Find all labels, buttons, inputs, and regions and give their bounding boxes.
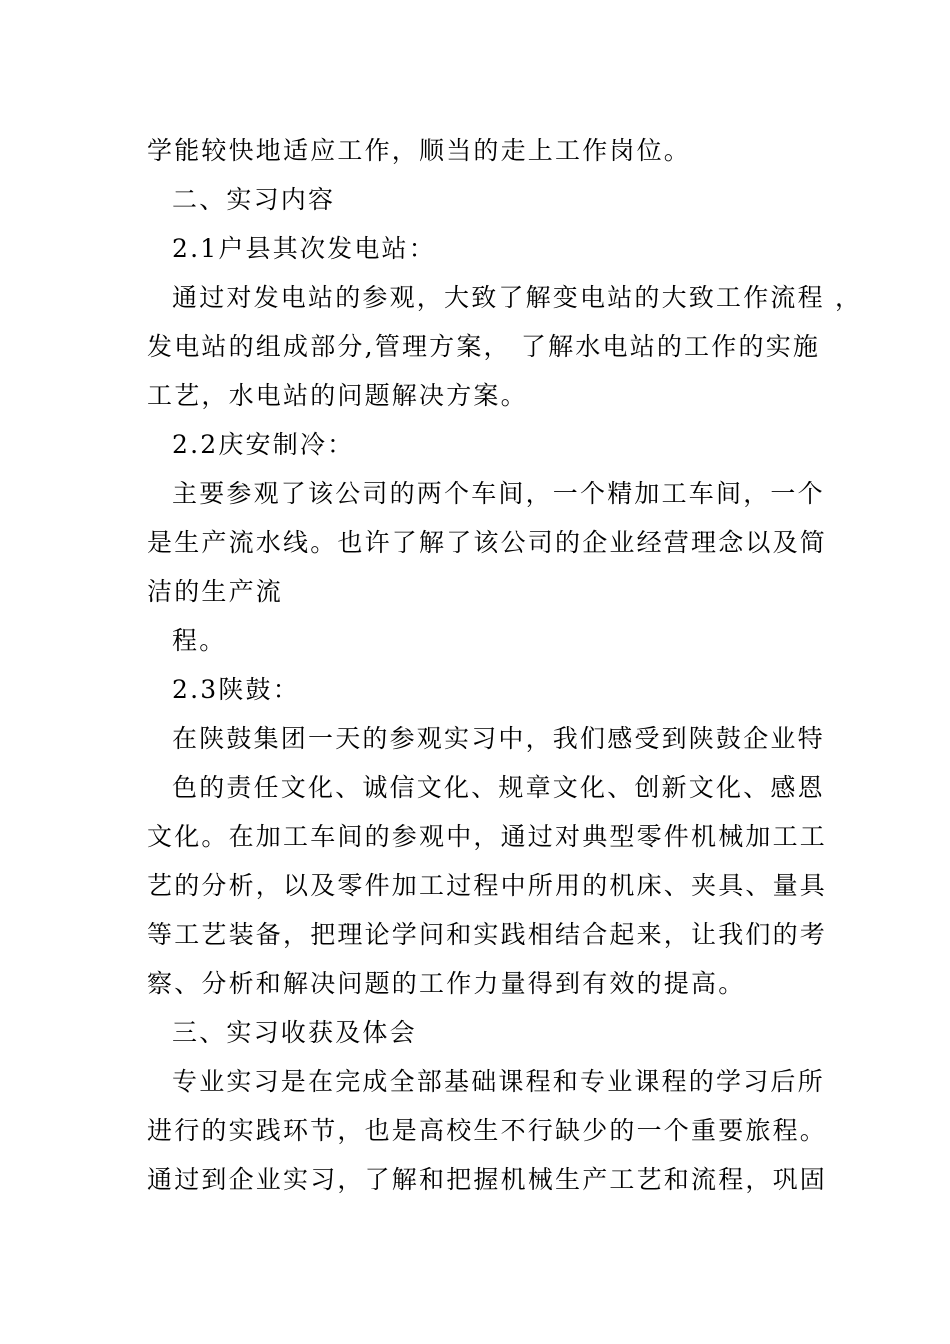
text-line: 专业实习是在完成全部基础课程和专业课程的学习后所	[172, 1067, 825, 1096]
text-line: 通过对发电站的参观，大致了解变电站的大致工作流程 ，	[172, 283, 863, 312]
text-line: 工艺，水电站的问题解决方案。	[147, 381, 528, 410]
text-line: 洁的生产流	[147, 577, 284, 606]
text-line: 等工艺装备，把理论学问和实践相结合起来，让我们的考	[147, 920, 828, 949]
text-line: 在陕鼓集团一天的参观实习中，我们感受到陕鼓企业特	[172, 724, 825, 753]
subsection-heading-qingan: 2.2庆安制冷：	[172, 430, 355, 459]
text-line: 是生产流水线。也许了解了该公司的企业经营理念以及简	[147, 528, 828, 557]
text-line: 发电站的组成部分,管理方案， 了解水电站的工作的实施	[147, 332, 821, 361]
text-line: 色的责任文化、诚信文化、规章文化、创新文化、感恩	[172, 773, 825, 802]
text-line: 主要参观了该公司的两个车间，一个精加工车间，一个	[172, 479, 825, 508]
text-line: 艺的分析，以及零件加工过程中所用的机床、夹具、量具	[147, 871, 828, 900]
text-line: 进行的实践环节，也是高校生不行缺少的一个重要旅程。	[147, 1116, 828, 1145]
document-body	[147, 126, 863, 1204]
text-line: 程。	[172, 626, 227, 655]
subsection-heading-huxian: 2.1户县其次发电站：	[172, 234, 436, 263]
section-heading-gains: 三、实习收获及体会	[172, 1018, 417, 1047]
text-line: 察、分析和解决问题的工作力量得到有效的提高。	[147, 969, 746, 998]
section-heading-content: 二、实习内容	[172, 185, 336, 214]
text-line: 文化。在加工车间的参观中，通过对典型零件机械加工工	[147, 822, 828, 851]
subsection-heading-shangu: 2.3陕鼓：	[172, 675, 300, 704]
text-line: 通过到企业实习，了解和把握机械生产工艺和流程，巩固	[147, 1165, 828, 1194]
text-line: 学能较快地适应工作，顺当的走上工作岗位。	[147, 136, 692, 165]
